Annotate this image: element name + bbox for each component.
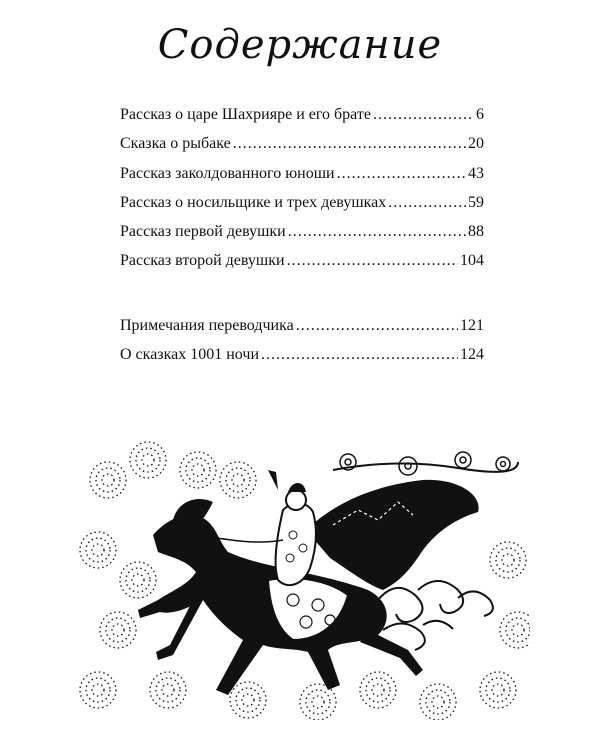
dotted-swirl (132, 574, 144, 586)
toc-entry-label: Рассказ заколдованного юноши (120, 164, 335, 182)
toc-entry-label: Примечания переводчика (120, 316, 294, 334)
table-of-contents (120, 100, 484, 369)
dotted-swirl (496, 548, 520, 572)
horse-rider-illustration (78, 440, 530, 720)
toc-entry-page: 121 (460, 316, 484, 334)
toc-entry-page: 6 (476, 106, 484, 123)
dotted-swirl (502, 554, 514, 566)
dotted-swirl (192, 464, 204, 476)
dotted-swirl (486, 678, 510, 702)
leader-dots (233, 129, 466, 158)
toc-entry[interactable] (120, 159, 484, 188)
dotted-swirl (372, 684, 384, 696)
dotted-swirl (92, 684, 104, 696)
dotted-swirl (426, 690, 450, 714)
dotted-swirl (142, 454, 154, 466)
dotted-swirl (306, 690, 330, 714)
page-title: Содержание (157, 22, 443, 68)
dotted-swirl (162, 684, 174, 696)
dotted-swirl (86, 538, 110, 562)
dotted-swirl (492, 684, 504, 696)
toc-entry[interactable] (120, 100, 484, 129)
toc-entry-label: Сказка о рыбаке (120, 135, 231, 153)
dotted-swirl (506, 618, 530, 642)
leader-dots (261, 340, 458, 369)
dotted-swirl (126, 568, 150, 592)
section-gap (120, 276, 484, 311)
leader-dots (288, 217, 466, 246)
dotted-swirl (86, 678, 110, 702)
toc-entry-page: 88 (468, 223, 484, 241)
dotted-swirl (136, 448, 160, 472)
dotted-swirl (512, 624, 524, 636)
dotted-swirl (112, 624, 124, 636)
dotted-swirl (102, 474, 114, 486)
leader-dots (296, 311, 458, 340)
dotted-swirl (96, 468, 120, 492)
toc-entry-page: 20 (468, 135, 484, 153)
leader-dots (287, 246, 458, 275)
leader-dots (373, 100, 474, 129)
dotted-swirl (106, 618, 130, 642)
toc-entry-label: Рассказ о царе Шахрияре и его брате (120, 106, 371, 123)
toc-entry[interactable] (120, 246, 484, 275)
toc-entry-page: 43 (468, 164, 484, 182)
toc-entry-label: О сказках 1001 ночи (120, 346, 259, 364)
dotted-swirl (92, 544, 104, 556)
dotted-swirl (366, 678, 390, 702)
dotted-swirl (236, 688, 260, 712)
dotted-swirl (232, 474, 244, 486)
toc-entry[interactable] (120, 340, 484, 369)
toc-entry[interactable] (120, 217, 484, 246)
leader-dots (388, 188, 466, 217)
dotted-swirl (312, 696, 324, 708)
dotted-swirl (500, 612, 530, 648)
toc-entry[interactable] (120, 311, 484, 340)
toc-entry-page: 104 (460, 252, 484, 270)
dotted-swirl (242, 694, 254, 706)
leader-dots (337, 159, 466, 188)
toc-entry[interactable] (120, 188, 484, 217)
toc-entry[interactable] (120, 129, 484, 158)
toc-entry-page: 59 (468, 193, 484, 211)
toc-entry-label: Рассказ первой девушки (120, 223, 286, 241)
dotted-swirl (186, 458, 210, 482)
dotted-swirl (432, 696, 444, 708)
toc-entry-label: Рассказ второй девушки (120, 252, 285, 270)
dotted-swirl (226, 468, 250, 492)
toc-entry-page: 124 (460, 346, 484, 364)
toc-entry-label: Рассказ о носильщике и трех девушках (120, 193, 387, 211)
dotted-swirl (156, 678, 180, 702)
